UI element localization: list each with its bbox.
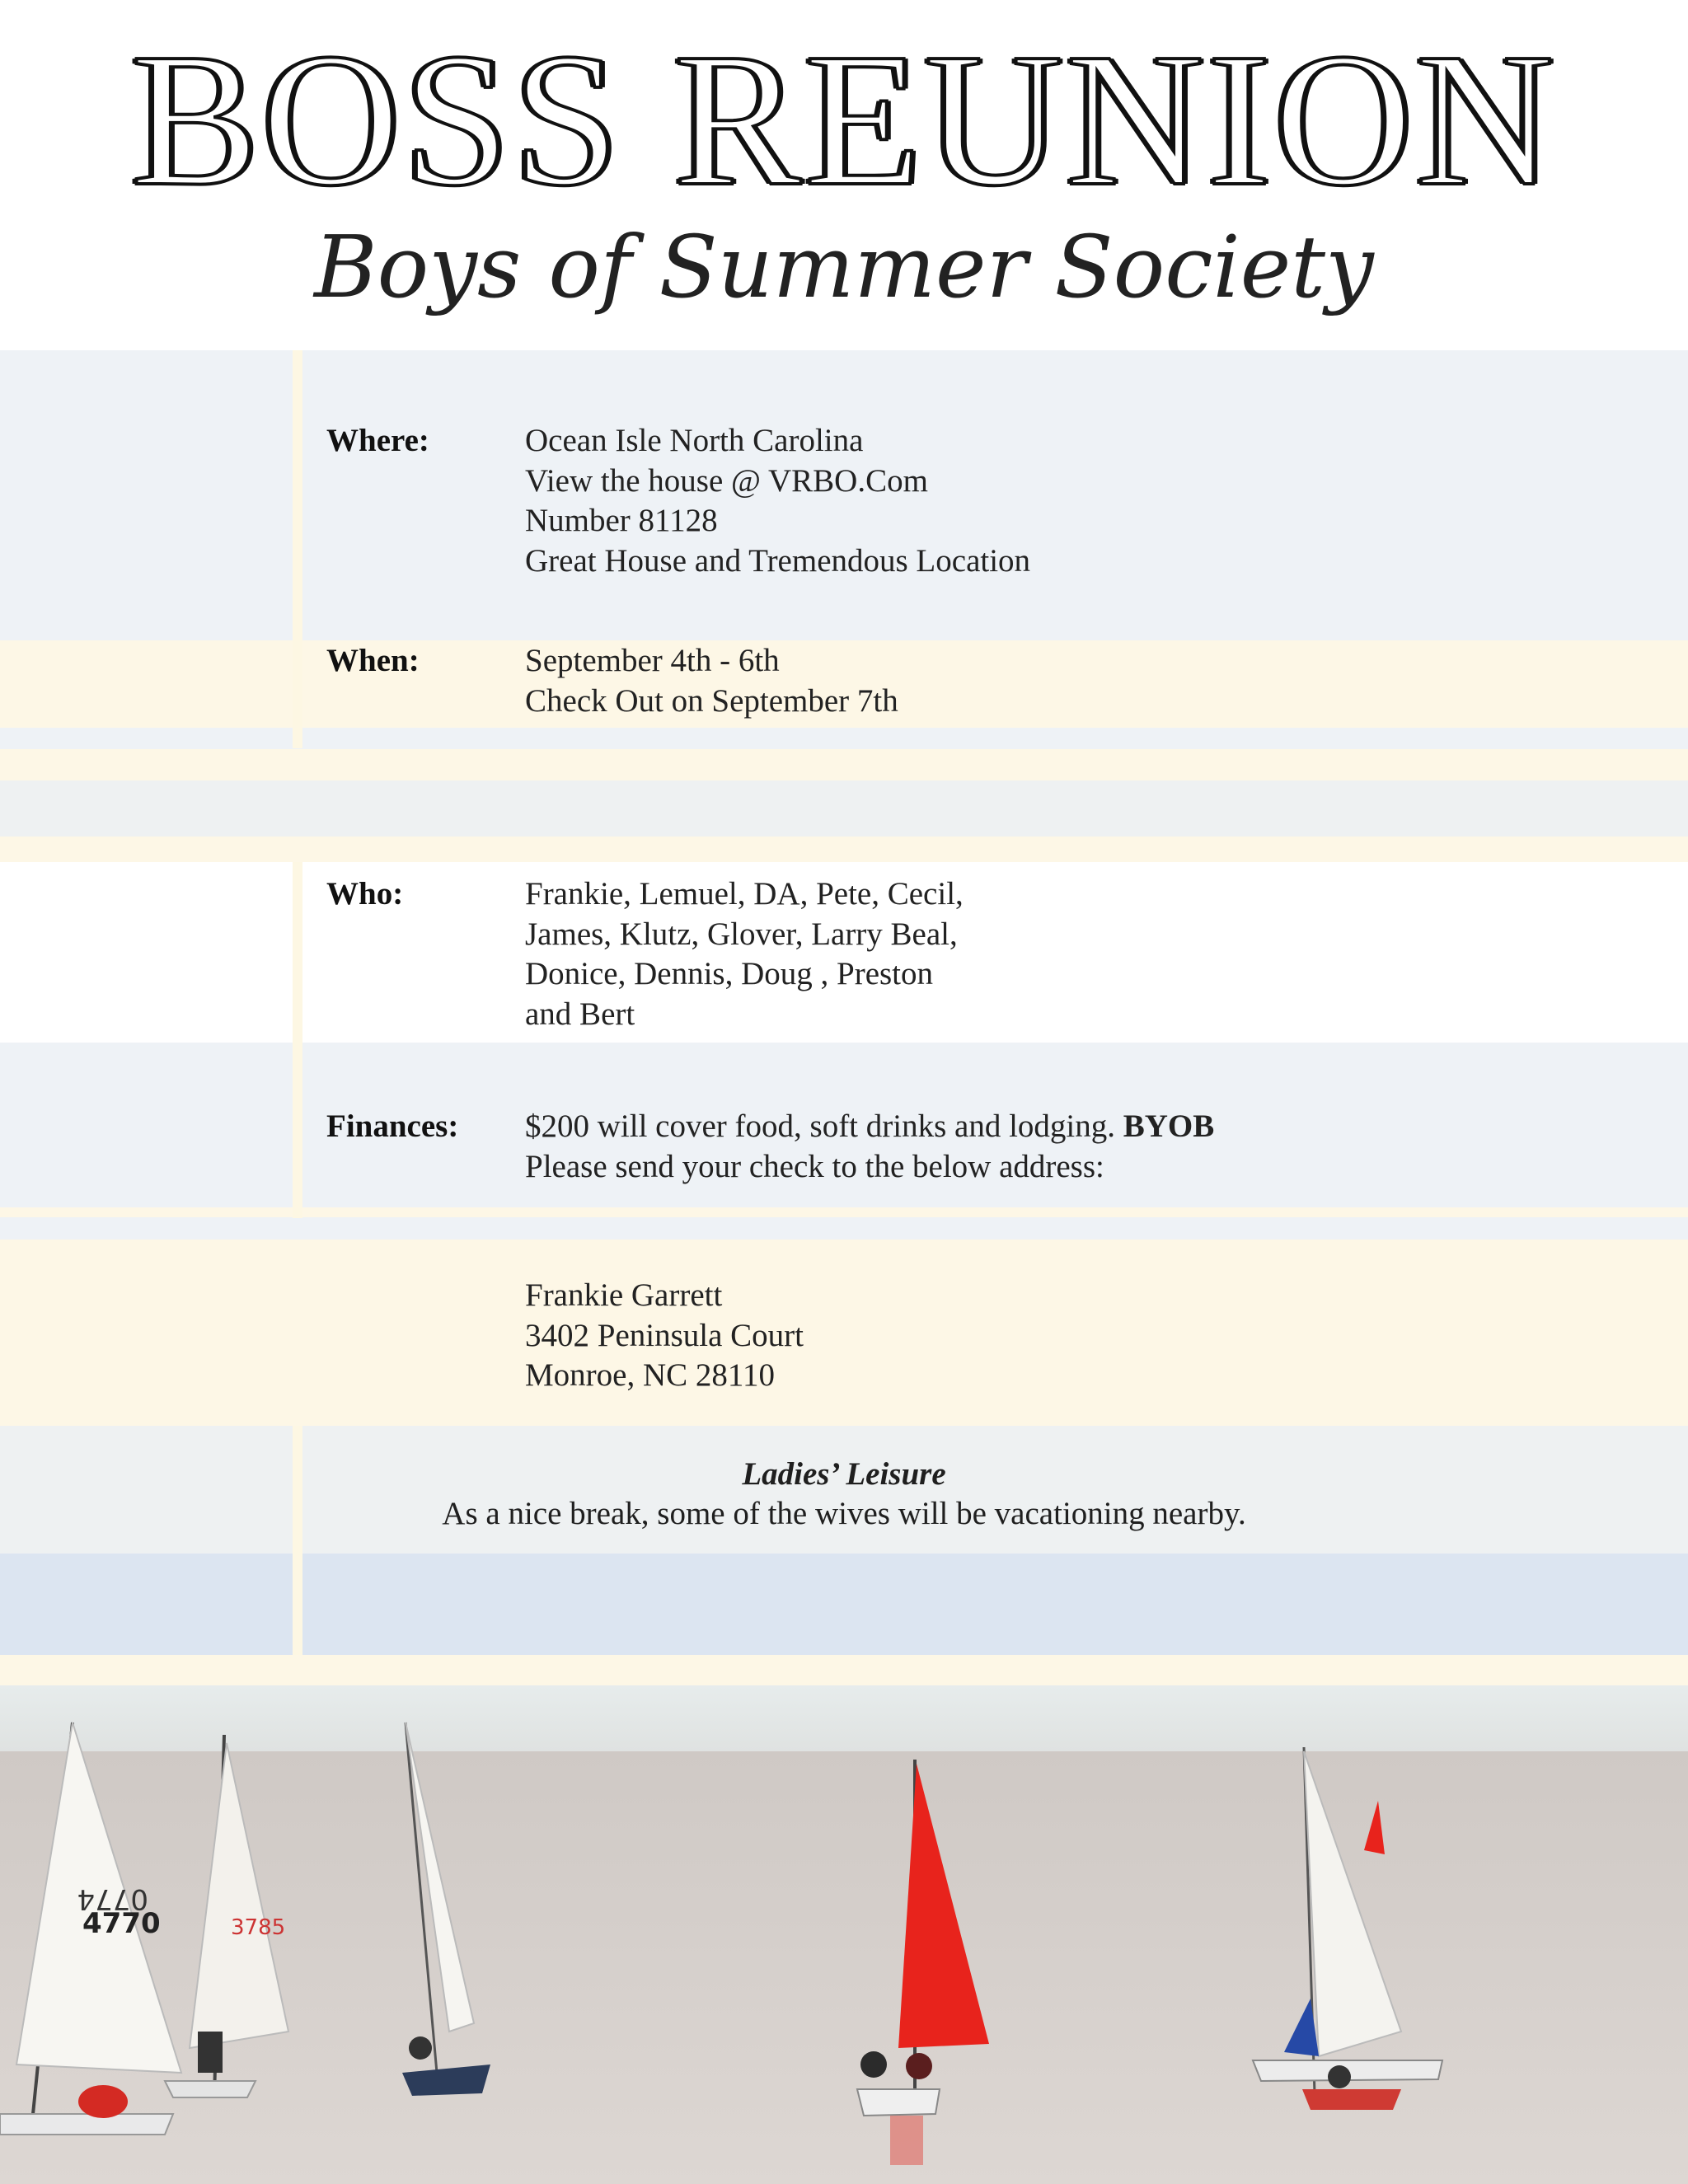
when-line: Check Out on September 7th [525,682,898,719]
where-details [525,421,1030,581]
band-strip-1 [0,728,1688,749]
who-label: Who: [326,876,404,912]
who-line: and Bert [525,996,635,1032]
sail-number: 0774 [77,1882,148,1915]
byob-text: BYOB [1123,1108,1215,1144]
sail-number: 3785 [231,1915,286,1940]
sail-number: 4770 [82,1907,161,1940]
page-title: BOSS REUNION [130,14,1558,226]
when-line: September 4th - 6th [525,643,780,678]
divider-who [293,862,302,1218]
finances-cost-text: $200 will cover food, soft drinks and lodging. [525,1108,1115,1144]
address-line: Monroe, NC 28110 [525,1357,775,1393]
finances-label: Finances: [326,1108,459,1144]
mailing-address [525,1276,804,1396]
address-line: Frankie Garrett [525,1277,723,1313]
band-deep-blue [0,1554,1688,1655]
when-details [525,641,898,721]
page-subtitle: Boys of Summer Society [314,217,1374,317]
address-line: 3402 Peninsula Court [525,1317,804,1353]
ladies-text: As a nice break, some of the wives will be vacationing nearby. [442,1496,1246,1531]
band-strip-2 [0,749,1688,780]
who-details [525,874,964,1034]
finances-line [525,1107,1214,1147]
where-line: Number 81128 [525,503,718,538]
divider-where [293,350,302,748]
who-line: Frankie, Lemuel, DA, Pete, Cecil, [525,876,964,912]
ladies-heading: Ladies’ Leisure [742,1456,946,1492]
band-bottom-cream [0,1655,1688,1685]
band-strip-4 [0,837,1688,862]
sailboats-photo [0,1685,1688,2184]
band-strip-3 [0,780,1688,837]
where-line: Ocean Isle North Carolina [525,423,864,458]
who-line: James, Klutz, Glover, Larry Beal, [525,916,958,952]
who-line: Donice, Dennis, Doug , Preston [525,956,934,991]
where-line: View the house @ VRBO.Com [525,462,928,499]
where-line: Great House and Tremendous Location [525,542,1031,579]
when-label: When: [326,643,420,678]
finances-details [525,1107,1214,1187]
where-label: Where: [326,423,429,458]
sky [0,1685,1688,1751]
band-strip-5 [0,1207,1688,1217]
band-strip-6 [0,1217,1688,1240]
finances-line: Please send your check to the below address: [525,1148,1104,1184]
band-address [0,1240,1688,1426]
